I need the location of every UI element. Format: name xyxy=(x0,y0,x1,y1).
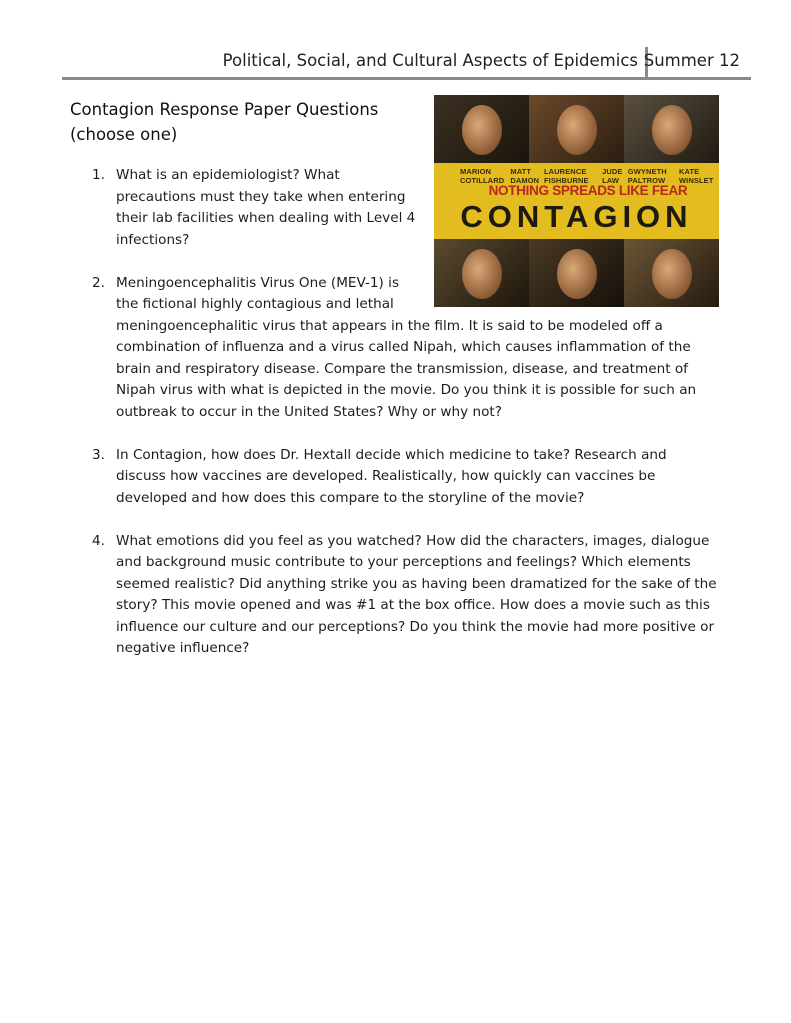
question-number: 3. xyxy=(92,446,105,463)
poster-photo-row-top xyxy=(434,95,719,163)
question-item xyxy=(92,531,732,660)
poster-photo-frame xyxy=(529,95,624,163)
actor-face xyxy=(557,105,597,155)
header-rule xyxy=(62,77,751,80)
poster-photo-frame xyxy=(624,95,719,163)
cast-name: KATE WINSLET xyxy=(679,167,714,185)
cast-name: MATT DAMON xyxy=(510,167,540,185)
page-title-line: Contagion Response Paper Questions xyxy=(70,100,379,119)
question-text: Meningoencephalitis Virus One (MEV-1) is the fictional highly contagious and lethal meningoencephalitic virus that appears in the film. It is said to be modeled off a combination of influenza and a virus called Nipah, which causes inflammation of the brain and respiratory disease. Compare the transmission, disease, and treatment of Nipah virus with what is depicted in the movie. Do you think it is possible for such an outbreak to occur in the United States? Why or why not? xyxy=(116,274,697,420)
page-subtitle-line: (choose one) xyxy=(70,125,178,144)
question-number: 2. xyxy=(92,274,105,291)
actor-face xyxy=(462,105,502,155)
page-title xyxy=(70,97,420,147)
question-list xyxy=(92,165,732,681)
actor-face xyxy=(652,105,692,155)
cast-name: MARION COTILLARD xyxy=(460,167,505,185)
question-number: 4. xyxy=(92,532,105,549)
poster-tagline: NOTHING SPREADS LIKE FEAR xyxy=(488,183,688,198)
question-text: In Contagion, how does Dr. Hextall decide which medicine to take? Research and discuss how vaccines are developed. Realistically, how quickly can vaccines be developed and how does this compare to the storyline of the movie? xyxy=(116,446,667,506)
cast-name: JUDE LAW xyxy=(602,167,623,185)
question-item xyxy=(92,273,732,424)
cast-name: LAURENCE FISHBURNE xyxy=(543,167,589,185)
cast-name: GWYNETH PALTROW xyxy=(627,167,667,185)
page-header xyxy=(62,44,751,78)
question-item xyxy=(92,445,732,510)
question-number: 1. xyxy=(92,167,105,183)
poster-photo-frame xyxy=(434,95,529,163)
question-item xyxy=(92,165,732,251)
poster-movie-title: CONTAGION xyxy=(460,199,693,234)
question-text: What emotions did you feel as you watched? How did the characters, images, dialogue and background music contribute to your perceptions and feelings? Which elements seemed realistic? Did anything strike you as having been dramatized for the sake of the story? This movie opened and was #1 at the box office. How does a movie such as this influence our culture and our perceptions? Do you think the movie had more positive or negative influence? xyxy=(116,532,717,656)
term-label: Summer 12 xyxy=(643,51,740,70)
question-text: What is an epidemiologist? What precautions must they take when entering their lab facilities when dealing with Level 4 infections? xyxy=(116,167,416,248)
course-title: Political, Social, and Cultural Aspects of Epidemics xyxy=(222,51,638,70)
